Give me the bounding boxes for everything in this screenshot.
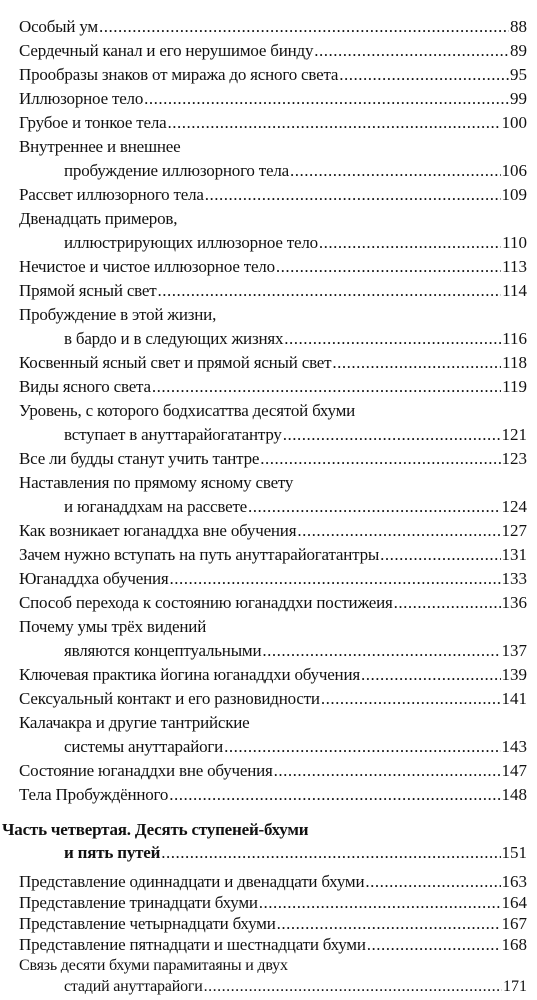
toc-entry-page: 137 [501, 641, 527, 660]
toc-entry-title: Внутреннее и внешнее [19, 137, 181, 156]
toc-entry-title: Представление четырнадцати бхуми [19, 914, 276, 933]
toc-entry [19, 913, 527, 934]
toc-entry-page: 164 [501, 893, 527, 912]
toc-entry-title: Ключевая практика йогина юганаддхи обучения [19, 665, 360, 684]
toc-entry-page: 123 [501, 449, 527, 468]
toc-entry-page: 95 [510, 65, 527, 84]
part-title: Часть четвертая. Десять ступеней-бхуми [2, 820, 309, 839]
toc-entry-page: 163 [501, 872, 527, 891]
dot-leader [274, 759, 501, 783]
toc-entry-page: 171 [503, 978, 527, 995]
dot-leader [332, 351, 501, 375]
toc-entry-page: 110 [502, 233, 527, 252]
toc-entry-title: Все ли будды станут учить тантре [19, 449, 260, 468]
dot-leader [339, 63, 509, 87]
toc-entry-title: Представление одиннадцати и двенадцати бхуми [19, 872, 365, 891]
toc-entry-page: 133 [501, 569, 527, 588]
toc-entry-heading [19, 471, 527, 495]
toc-entry-heading [19, 955, 527, 976]
toc-entry-title: Способ перехода к состоянию юганаддхи постижеия [19, 593, 393, 612]
toc-entry-title: иллюстрирующих иллюзорное тело [64, 233, 318, 252]
dot-leader [365, 871, 500, 892]
toc-entry-title: Почему умы трёх видений [19, 617, 207, 636]
toc-entry [64, 423, 527, 447]
toc-entry-page: 139 [501, 665, 527, 684]
dot-leader [297, 519, 500, 543]
toc-entry [19, 351, 527, 375]
toc-entry-page: 167 [501, 914, 527, 933]
toc-entry-page: 124 [501, 497, 527, 516]
dot-leader [224, 735, 500, 759]
toc-entry-title: Пробуждение в этой жизни, [19, 305, 217, 324]
toc-entry-title: Как возникает юганаддха вне обучения [19, 521, 297, 540]
toc-entry-page: 106 [501, 161, 527, 180]
dot-leader [99, 15, 509, 39]
toc-entry-title: Юганаддха обучения [19, 569, 169, 588]
toc-entry-page: 109 [501, 185, 527, 204]
toc-entry-title: вступает в ануттарайогатантру [64, 425, 282, 444]
toc-entry-title: стадий ануттарайоги [64, 978, 203, 995]
toc-entry [19, 519, 527, 543]
toc-entry-title: Особый ум [19, 17, 98, 36]
toc-entry [19, 663, 527, 687]
toc-entry-heading [19, 135, 527, 159]
toc-entry-title: Зачем нужно вступать на путь ануттарайогатантры [19, 545, 380, 564]
toc-entry [19, 375, 527, 399]
toc-entry-page: 121 [501, 425, 527, 444]
toc-entry-title: Виды ясного света [19, 377, 151, 396]
toc-entry [19, 111, 527, 135]
toc-entry [19, 759, 527, 783]
toc-entry-title: в бардо и в следующих жизнях [64, 329, 284, 348]
toc-entry [19, 183, 527, 207]
toc-entry-page: 168 [501, 935, 527, 954]
toc-entry-page: 116 [502, 329, 527, 348]
toc-entry [19, 567, 527, 591]
dot-leader [361, 663, 501, 687]
toc-entry-title: Уровень, с которого бодхисаттва десятой бхуми [19, 401, 356, 420]
toc-entry-title: Тела Пробуждённого [19, 785, 169, 804]
dot-leader [262, 639, 500, 663]
toc-entry-title: и юганаддхам на рассвете [64, 497, 248, 516]
toc-entry-title: Сердечный канал и его нерушимое бинду [19, 41, 314, 60]
toc-entry-page: 100 [501, 113, 527, 132]
dot-leader [290, 159, 501, 183]
toc-entry [19, 447, 527, 471]
toc-entry-page: 143 [501, 737, 527, 756]
toc-entry-title: Наставления по прямому ясному свету [19, 473, 294, 492]
toc-entry-title: Сексуальный контакт и его разновидности [19, 689, 320, 708]
dot-leader [205, 183, 501, 207]
part-heading [2, 818, 527, 842]
toc-entry [19, 15, 527, 39]
toc-entry-title: Представление тринадцати бхуми [19, 893, 258, 912]
dot-leader [259, 892, 501, 913]
toc-entry [64, 159, 527, 183]
dot-leader [314, 39, 509, 63]
toc-entry-title: Состояние юганаддхи вне обучения [19, 761, 273, 780]
dot-leader [283, 423, 501, 447]
toc-entry-title: Калачакра и другие тантрийские [19, 713, 250, 732]
toc-entry-page: 131 [501, 545, 527, 564]
toc-entry [19, 279, 527, 303]
toc-entry-page: 127 [501, 521, 527, 540]
toc-entry-page: 151 [501, 843, 527, 862]
toc-entry-page: 148 [501, 785, 527, 804]
dot-leader [321, 687, 501, 711]
toc-entry [19, 63, 527, 87]
toc-entry [19, 39, 527, 63]
dot-leader [169, 783, 500, 807]
toc-entry-title: Двенадцать примеров, [19, 209, 178, 228]
dot-leader [284, 327, 501, 351]
toc-entry-title: Прямой ясный свет [19, 281, 157, 300]
part-title: и пять путей [64, 843, 161, 862]
toc-entry [19, 255, 527, 279]
dot-leader [168, 111, 501, 135]
toc-entry-page: 89 [510, 41, 527, 60]
dot-leader [260, 447, 500, 471]
toc-entry [64, 976, 527, 997]
toc-entry-title: Связь десяти бхуми парамитаяны и двух [19, 957, 288, 974]
dot-leader [319, 231, 501, 255]
toc-entry-title: системы ануттарайоги [64, 737, 224, 756]
dot-leader [248, 495, 500, 519]
toc-entry-title: Рассвет иллюзорного тела [19, 185, 204, 204]
toc-entry-title: пробуждение иллюзорного тела [64, 161, 289, 180]
toc-entry-page: 119 [502, 377, 527, 396]
dot-leader [380, 543, 500, 567]
toc-entry-heading [19, 207, 527, 231]
dot-leader [276, 255, 501, 279]
toc-entry-page: 88 [510, 17, 527, 36]
toc-entry-title: являются концептуальными [64, 641, 262, 660]
toc-entry [64, 231, 527, 255]
toc-entry [19, 687, 527, 711]
toc-entry-page: 118 [502, 353, 527, 372]
part-heading-entry [64, 841, 527, 865]
toc-entry [64, 639, 527, 663]
dot-leader [152, 375, 501, 399]
toc-entry-page: 113 [502, 257, 527, 276]
toc-entry [64, 495, 527, 519]
toc-entry [19, 87, 527, 111]
toc-entry [64, 327, 527, 351]
toc-entry [19, 543, 527, 567]
toc-entry [19, 783, 527, 807]
toc-entry [19, 591, 527, 615]
dot-leader [144, 87, 509, 111]
dot-leader [367, 934, 501, 955]
dot-leader [157, 279, 501, 303]
toc-entry-heading [19, 399, 527, 423]
toc-entry-title: Представление пятнадцати и шестнадцати бхуми [19, 935, 366, 954]
toc-entry [64, 735, 527, 759]
dot-leader [170, 567, 501, 591]
toc-entry-page: 136 [501, 593, 527, 612]
toc-entry-page: 147 [501, 761, 527, 780]
dot-leader [204, 976, 502, 997]
toc-entry-title: Иллюзорное тело [19, 89, 144, 108]
toc-entry-title: Грубое и тонкое тела [19, 113, 167, 132]
toc-entry-heading [19, 303, 527, 327]
toc-entry-heading [19, 711, 527, 735]
toc-entry-title: Косвенный ясный свет и прямой ясный свет [19, 353, 332, 372]
toc-entry [19, 934, 527, 955]
dot-leader [394, 591, 501, 615]
toc-entry-page: 141 [501, 689, 527, 708]
toc-entry-page: 99 [510, 89, 527, 108]
toc-entry [19, 871, 527, 892]
toc-entry-title: Прообразы знаков от миража до ясного света [19, 65, 339, 84]
toc-entry [19, 892, 527, 913]
toc-entry-heading [19, 615, 527, 639]
dot-leader [161, 841, 500, 865]
toc-entry-page: 114 [502, 281, 527, 300]
dot-leader [277, 913, 501, 934]
toc-entry-title: Нечистое и чистое иллюзорное тело [19, 257, 275, 276]
